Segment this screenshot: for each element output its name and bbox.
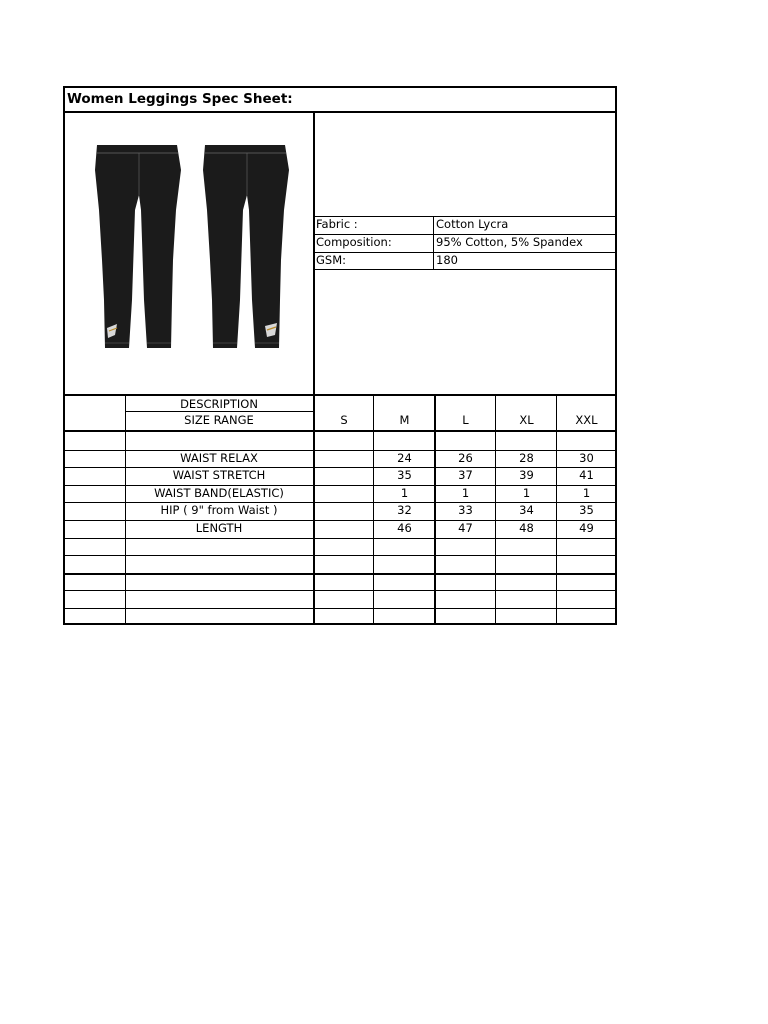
measurement-value: 1 (461, 486, 470, 500)
measurement-value: 35 (397, 468, 412, 482)
table-row-rule (65, 573, 615, 575)
measurement-name: WAIST STRETCH (172, 468, 266, 482)
measurement-value: 48 (519, 521, 534, 535)
fabric-label: Fabric : (316, 217, 358, 231)
table-row-rule (65, 555, 615, 556)
measurement-name: WAIST BAND(ELASTIC) (154, 486, 284, 500)
fabric-value: Cotton Lycra (436, 217, 509, 231)
table-row-rule (65, 608, 615, 609)
size-header-xxl: XXL (575, 413, 598, 427)
measurement-name: HIP ( 9" from Waist ) (160, 503, 278, 517)
table-row-rule (65, 590, 615, 591)
sheet-title: Women Leggings Spec Sheet: (65, 88, 615, 113)
leggings-illustration (95, 140, 290, 350)
description-header: DESCRIPTION (180, 397, 258, 411)
leggings-back-icon (203, 145, 289, 348)
measurement-value: 33 (458, 503, 473, 517)
measurement-value: 24 (397, 451, 412, 465)
measurement-value: 37 (458, 468, 473, 482)
size-header-m: M (399, 413, 410, 427)
measurement-value: 32 (397, 503, 412, 517)
measurement-value: 1 (400, 486, 409, 500)
leggings-front-icon (95, 145, 181, 348)
measurement-value: 34 (519, 503, 534, 517)
fabric-row-rule (313, 269, 615, 270)
measurement-value: 28 (519, 451, 534, 465)
fabric-value: 95% Cotton, 5% Spandex (436, 235, 583, 249)
fabric-label: Composition: (316, 235, 392, 249)
measurement-value: 49 (579, 521, 594, 535)
spec-sheet (63, 86, 617, 625)
size-header-l: L (462, 413, 469, 427)
measurement-name: LENGTH (195, 521, 243, 535)
fabric-label: GSM: (316, 253, 347, 267)
measurement-value: 35 (579, 503, 594, 517)
measurement-value: 1 (522, 486, 531, 500)
size-header-xl: XL (519, 413, 534, 427)
measurement-value: 47 (458, 521, 473, 535)
measurement-value: 41 (579, 468, 594, 482)
measurement-value: 26 (458, 451, 473, 465)
header-bottom-rule (65, 430, 615, 432)
measurement-value: 46 (397, 521, 412, 535)
measurement-value: 39 (519, 468, 534, 482)
size-header-s: S (340, 413, 348, 427)
measurement-value: 30 (579, 451, 594, 465)
measurement-name: WAIST RELAX (180, 451, 258, 465)
measurement-value: 1 (582, 486, 591, 500)
fabric-value: 180 (436, 253, 458, 267)
table-row-rule (65, 538, 615, 539)
size-range-header: SIZE RANGE (184, 413, 254, 427)
